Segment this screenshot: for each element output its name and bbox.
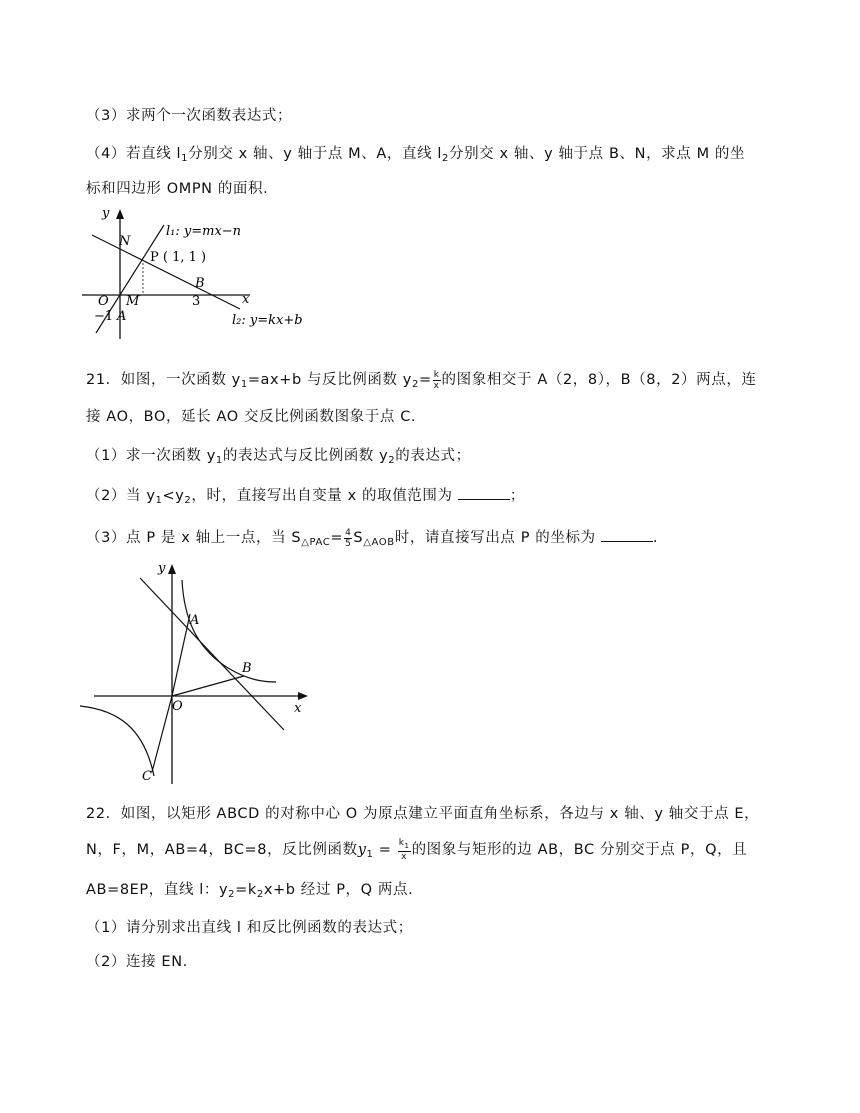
q20-figure (78, 205, 338, 345)
q22-part1: （1）请分别求出直线 l 和反比例函数的表达式； (86, 920, 413, 936)
q22-part2: （2）连接 EN. (86, 954, 188, 970)
q21-C-label: C (142, 769, 152, 784)
q21-fraction: $\frac{k}{x}$ (433, 369, 440, 391)
q21-ratio-fraction: $\frac{4}{5}$ (345, 527, 352, 549)
q22-stem: 22．如图，以矩形 ABCD 的对称中心 O 为原点建立平面直角坐标系，各边与 x 轴、y 轴交于点 E， (86, 806, 760, 822)
q21-O-label: O (172, 699, 183, 714)
q21-A-label: A (190, 613, 200, 628)
q20-l1-label: l₁: y=mx−n (166, 224, 242, 239)
q20-N-label: N (119, 234, 131, 249)
l2-line (92, 235, 240, 309)
q20-y-label: y (102, 206, 110, 221)
q20-A-label: A (117, 309, 127, 324)
q22-stem-cont2: AB=8EP，直线 l：$y_2=k_2x+b$ 经过 P，Q 两点. (86, 882, 414, 900)
q21-part3: （3）点 P 是 x 轴上一点，当 $S_{\triangle PAC}=$ $\frac{4}{5}$ $S_{\triangle AOB}$时，请直接写出点 P 的坐标为 . (86, 527, 659, 549)
q20-neg1-label: −1 (94, 309, 114, 324)
q20-P-label: P ( 1, 1 ) (150, 250, 207, 265)
q21-y-label: y (158, 561, 166, 576)
hyperbola-branch-1 (182, 580, 276, 682)
q21-part1: （1）求一次函数 $y_1$的表达式与反比例函数 $y_2$的表达式； (86, 448, 471, 466)
q20-3-label: 3 (192, 294, 201, 309)
q21-x-label: x (294, 701, 302, 716)
q20-part4: （4）若直线 $l_1$分别交 x 轴、y 轴于点 M、A，直线 $l_2$分别交 x 轴、y 轴于点 B、N，求点 M 的坐 (86, 146, 746, 164)
q21-B-label: B (242, 661, 252, 676)
q20-part4-cont: 标和四边形 OMPN 的面积. (86, 181, 269, 197)
line-AB (140, 578, 284, 730)
q21-part2: （2）当 $y_1<y_2$，时，直接写出自变量 x 的取值范围为 ； (86, 488, 525, 506)
q20-M-label: M (126, 294, 140, 309)
q20-O-label: O (98, 294, 109, 309)
q22-stem-cont1: N，F，M，AB=4，BC=8，反比例函数$y_1$ = $\frac{k_1}{x}$ 的图象与矩形的边 AB，BC 分别交于点 P，Q，且 (86, 838, 748, 862)
q20-x-label: x (242, 292, 250, 307)
q21-figure (78, 558, 310, 786)
q20-part3: （3）求两个一次函数表达式； (86, 108, 293, 124)
q21-stem: 21．如图，一次函数 $y_1=ax+b$ 与反比例函数 $y_2=$ $\frac{k}{x}$ 的图象相交于 A（2，8），B（8，2）两点，连 (86, 369, 757, 391)
answer-blank[interactable] (601, 529, 653, 542)
q22-fraction: $\frac{k_1}{x}$ (398, 838, 410, 862)
hyperbola-branch-2 (80, 706, 154, 776)
q20-B-label: B (195, 276, 205, 291)
q20-l2-label: l₂: y=kx+b (232, 313, 303, 328)
q21-stem-cont: 接 AO，BO，延长 AO 交反比例函数图象于点 C. (86, 409, 417, 425)
answer-blank[interactable] (458, 487, 510, 500)
